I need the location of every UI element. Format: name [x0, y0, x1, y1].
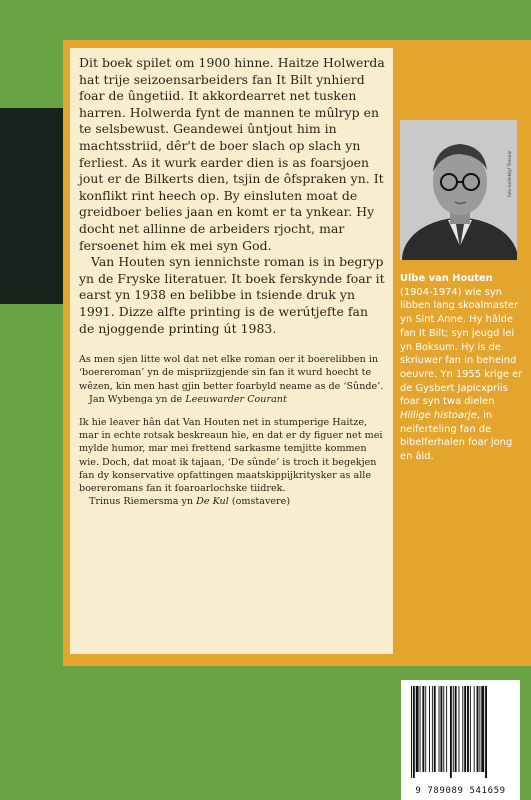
barcode-bar — [411, 686, 412, 778]
barcode-bar — [443, 686, 444, 772]
review-quote-1 — [79, 353, 385, 406]
photo-credit: foto kollektyf Tresoar — [508, 150, 513, 198]
barcode-icon — [411, 686, 510, 778]
quote-text: Ik hie leaver hân dat Van Houten net in stumperige Haitze, mar in echte rotsak beskreaun hie, en dat er dy figuer net mei mylde humor, mar mei frettend sarkasme temjitte kommen wie. Doch, dat moat ik tajaan, ‘De sûnde’ is troch it begekjen fan dy konservative opfattingen maatskippijkritysker as alle boereromans fan it foaroarlochske tiidrek. — [79, 416, 383, 494]
barcode-bar — [470, 686, 471, 772]
author-portrait-drawing — [400, 120, 517, 260]
barcode-bar — [464, 686, 466, 772]
barcode-bar — [429, 686, 430, 772]
barcode-bar — [434, 686, 436, 772]
barcode-bar — [453, 686, 454, 772]
quote-attribution — [79, 495, 385, 508]
barcode-bar — [462, 686, 463, 772]
author-bio-text-end: , in neiferteling fan de bibelferhalen foar jong en âld. — [400, 410, 513, 463]
barcode-bar — [450, 686, 452, 778]
blurb-paragraph-1: Dit boek spilet om 1900 hinne. Haitze Holwerda hat trije seizoensarbeiders fan It Bilt ynhierd foar de ûngetiid. It akkordearret net tusken harren. Holwerda fynt de mannen te mûlryp en te selsbewust. Geandewei ûntjout him in machtsstriid, dêr't de boer slach op slach yn ferliest. As it wurk earder dien is as foarsjoen jout er de Bilkerts dien, tsjin de ôfspraken yn. It konflikt rint heech op. By einsluten moat de greidboer belies jaan en komt er ta ynkear. Hy docht net allinne de arbeiders rjocht, mar fersoenet him ek mei syn God. — [79, 55, 385, 253]
author-book-title: Hillige histoarje — [400, 410, 477, 422]
barcode-bar — [455, 686, 457, 772]
quote-attribution — [79, 393, 385, 406]
barcode-bar — [425, 686, 426, 772]
barcode-bar — [474, 686, 475, 772]
quote-author: Jan Wybenga yn de — [89, 393, 183, 405]
barcode-bar — [477, 686, 479, 772]
barcode-bar — [479, 686, 480, 772]
barcode-bar — [439, 686, 440, 772]
blurb-panel — [70, 48, 393, 654]
barcode-bar — [459, 686, 460, 772]
barcode-bar — [440, 686, 442, 772]
quote-source: De Kul — [196, 496, 229, 508]
barcode-bar — [413, 686, 415, 778]
barcode-bar — [432, 686, 433, 772]
barcode-bar — [485, 686, 487, 778]
author-bio — [400, 272, 526, 464]
barcode-bar — [420, 686, 421, 772]
barcode-bar — [422, 686, 424, 772]
book-blurb — [79, 55, 385, 337]
quote-text: As men sjen litte wol dat net elke roman oer it boerelibben in ‘boereroman’ yn de mispriizgjende sin fan it wurd hoecht te wêzen, kin men hast gjin better foarbyld neame as de ‘Sûnde’. — [79, 354, 384, 392]
isbn-number: 9 789089 541659 — [415, 786, 506, 796]
dark-accent-strip — [0, 108, 63, 304]
quote-source: Leeuwarder Courant — [185, 393, 287, 405]
barcode-bar — [481, 686, 484, 772]
author-photo — [400, 120, 517, 260]
barcode-box — [401, 680, 520, 800]
author-bio-text: (1904-1974) wie syn libben lang skoalmaster yn Sint Anne. Hy hâlde fan It Bilt; syn jeugd lei yn Boksum. Hy is de skriuwer fan in beheind oeuvre. Yn 1955 krige er de Gysbert Japicxpriis foar syn twa dielen — [400, 286, 523, 408]
quote-suffix: (omstavere) — [228, 496, 291, 508]
barcode-bar — [416, 686, 419, 772]
author-name: Ulbe van Houten — [400, 273, 493, 284]
review-quote-2 — [79, 416, 385, 508]
blurb-paragraph-2: Van Houten syn iennichste roman is in begryp yn de Fryske literatuer. It boek ferskynde foar it earst yn 1938 en belibbe in tsiende druk yn 1991. Dizze alfte printing is de werútjefte fan de njoggende printing út 1983. — [79, 254, 385, 336]
barcode-bar — [467, 686, 469, 772]
quote-author: Trinus Riemersma yn — [89, 496, 194, 508]
barcode-bar — [446, 686, 447, 772]
